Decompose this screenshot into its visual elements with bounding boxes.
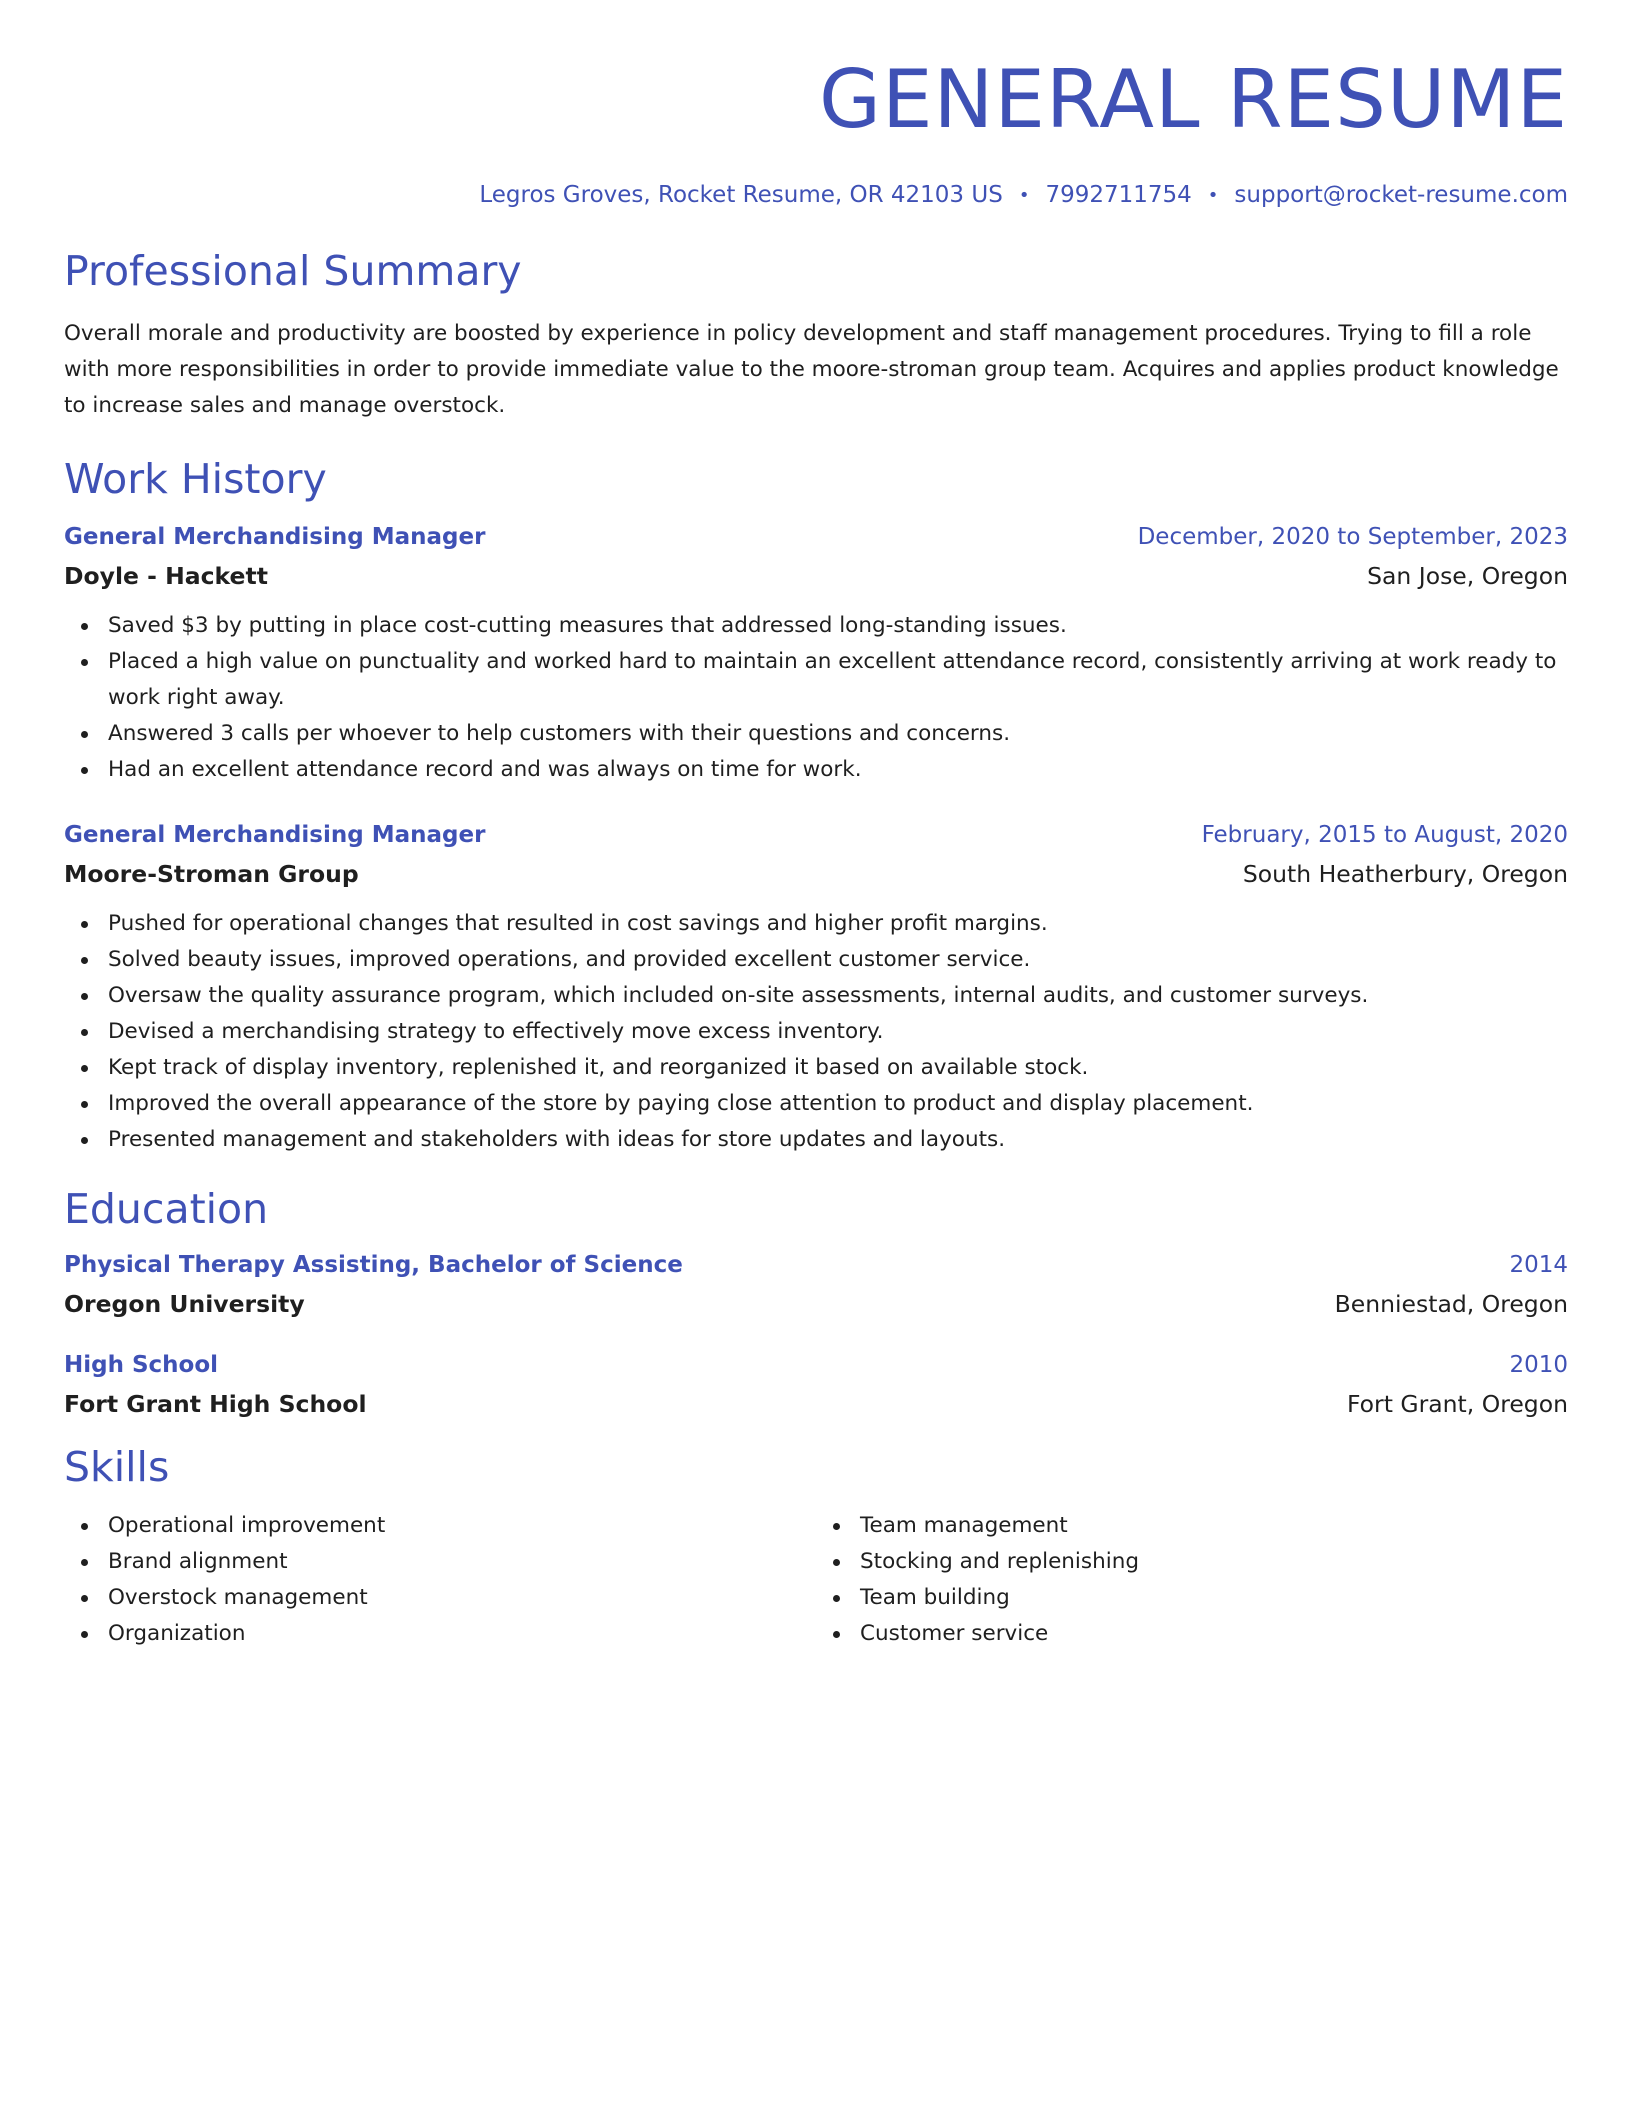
education-year: 2014 bbox=[1509, 1252, 1568, 1278]
job-bullet: Presented management and stakeholders with ideas for store updates and layouts. bbox=[64, 1122, 1568, 1158]
job-bullet: Placed a high value on punctuality and worked hard to maintain an excellent attendance record, consistently arriving at work ready to work right away. bbox=[64, 644, 1568, 716]
education-heading: Education bbox=[64, 1185, 269, 1233]
job-bullet: Had an excellent attendance record and was always on time for work. bbox=[64, 752, 1568, 788]
skills-heading: Skills bbox=[64, 1443, 170, 1491]
job-company: Moore-Stroman Group bbox=[64, 860, 359, 888]
skills-column-left bbox=[64, 1508, 816, 1652]
summary-heading: Professional Summary bbox=[64, 247, 522, 295]
job-entry bbox=[64, 524, 1568, 788]
education-location: Fort Grant, Oregon bbox=[1346, 1390, 1568, 1418]
skill-item: Brand alignment bbox=[64, 1544, 816, 1580]
contact-separator: • bbox=[1207, 185, 1219, 206]
education-header-row bbox=[64, 1352, 1568, 1378]
skill-item: Stocking and replenishing bbox=[816, 1544, 1568, 1580]
job-bullet: Solved beauty issues, improved operations, and provided excellent customer service. bbox=[64, 942, 1568, 978]
education-school: Fort Grant High School bbox=[64, 1390, 367, 1418]
skills-grid bbox=[64, 1508, 1568, 1652]
job-bullet: Devised a merchandising strategy to effectively move excess inventory. bbox=[64, 1014, 1568, 1050]
skill-item: Organization bbox=[64, 1616, 816, 1652]
skill-item: Team building bbox=[816, 1580, 1568, 1616]
skill-item: Team management bbox=[816, 1508, 1568, 1544]
education-school-row bbox=[64, 1278, 1568, 1318]
job-bullet: Pushed for operational changes that resulted in cost savings and higher profit margins. bbox=[64, 906, 1568, 942]
job-bullet: Oversaw the quality assurance program, which included on-site assessments, internal audits, and customer surveys. bbox=[64, 978, 1568, 1014]
skills-list bbox=[64, 1508, 816, 1652]
contact-line bbox=[64, 182, 1568, 208]
job-title: General Merchandising Manager bbox=[64, 822, 486, 848]
contact-email: support@rocket-resume.com bbox=[1234, 182, 1568, 208]
job-company: Doyle - Hackett bbox=[64, 562, 268, 590]
job-dates: February, 2015 to August, 2020 bbox=[1201, 822, 1568, 848]
job-title: General Merchandising Manager bbox=[64, 524, 486, 550]
education-degree: High School bbox=[64, 1352, 219, 1378]
education-year: 2010 bbox=[1509, 1352, 1568, 1378]
contact-separator: • bbox=[1018, 185, 1030, 206]
job-bullet: Improved the overall appearance of the store by paying close attention to product and display placement. bbox=[64, 1086, 1568, 1122]
job-bullets bbox=[64, 906, 1568, 1158]
job-entry bbox=[64, 822, 1568, 1158]
contact-address: Legros Groves, Rocket Resume, OR 42103 US bbox=[479, 182, 1003, 208]
job-bullet: Saved $3 by putting in place cost-cutting measures that addressed long-standing issues. bbox=[64, 608, 1568, 644]
job-dates: December, 2020 to September, 2023 bbox=[1137, 524, 1568, 550]
job-bullet: Kept track of display inventory, replenished it, and reorganized it based on available stock. bbox=[64, 1050, 1568, 1086]
skill-item: Overstock management bbox=[64, 1580, 816, 1616]
job-company-row bbox=[64, 550, 1568, 590]
job-company-row bbox=[64, 848, 1568, 888]
education-degree: Physical Therapy Assisting, Bachelor of Science bbox=[64, 1252, 683, 1278]
skill-item: Customer service bbox=[816, 1616, 1568, 1652]
job-bullets bbox=[64, 608, 1568, 788]
skills-list bbox=[816, 1508, 1568, 1652]
work-history-heading: Work History bbox=[64, 455, 327, 503]
job-location: San Jose, Oregon bbox=[1367, 562, 1568, 590]
contact-phone: 7992711754 bbox=[1045, 182, 1192, 208]
summary-text: Overall morale and productivity are boosted by experience in policy development and staff management procedures. Trying to fill a role with more responsibilities in order to provide immediate value to the moore-stroman group team. Acquires and applies product knowledge to increase sales and manage overstock. bbox=[64, 321, 1559, 418]
job-header-row bbox=[64, 524, 1568, 550]
education-entry bbox=[64, 1252, 1568, 1318]
skills-column-right bbox=[816, 1508, 1568, 1652]
resume-title: GENERAL RESUME bbox=[818, 53, 1568, 146]
skill-item: Operational improvement bbox=[64, 1508, 816, 1544]
education-school-row bbox=[64, 1378, 1568, 1418]
job-bullet: Answered 3 calls per whoever to help customers with their questions and concerns. bbox=[64, 716, 1568, 752]
education-location: Benniestad, Oregon bbox=[1334, 1290, 1568, 1318]
resume-page bbox=[64, 0, 1568, 1652]
education-header-row bbox=[64, 1252, 1568, 1278]
job-header-row bbox=[64, 822, 1568, 848]
job-location: South Heatherbury, Oregon bbox=[1242, 860, 1568, 888]
education-school: Oregon University bbox=[64, 1290, 305, 1318]
education-entry bbox=[64, 1352, 1568, 1418]
